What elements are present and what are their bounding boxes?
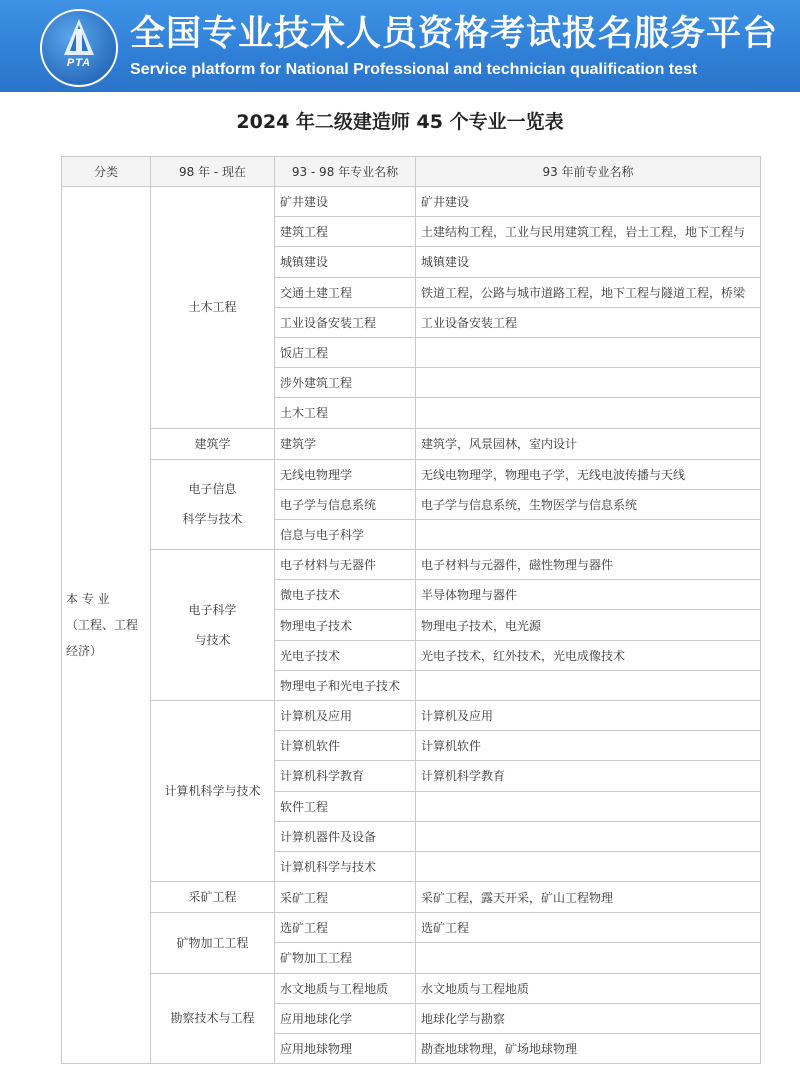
group-major-cell [151, 187, 275, 429]
page-title: 2024 年二级建造师 45 个专业一览表 [236, 111, 564, 133]
major-pre-93-cell: 土建结构工程，工业与民用建筑工程，岩土工程，地下工程与 [416, 217, 761, 247]
major-pre-93-cell [416, 943, 761, 973]
major-pre-93-cell: 半导体物理与器件 [416, 580, 761, 610]
major-93-98-cell: 无线电物理学 [275, 459, 416, 489]
major-93-98-cell: 矿井建设 [275, 187, 416, 217]
major-pre-93-cell: 电子学与信息系统，生物医学与信息系统 [416, 489, 761, 519]
major-93-98-cell: 信息与电子科学 [275, 519, 416, 549]
group-major-cell [151, 701, 275, 882]
major-pre-93-cell: 光电子技术，红外技术，光电成像技术 [416, 640, 761, 670]
category-cell [62, 187, 151, 1064]
major-93-98-cell: 应用地球化学 [275, 1003, 416, 1033]
major-93-98-cell: 计算机科学与技术 [275, 851, 416, 881]
table-header-row [62, 157, 761, 187]
major-pre-93-cell [416, 368, 761, 398]
table-row [62, 882, 761, 913]
major-93-98-cell: 涉外建筑工程 [275, 368, 416, 398]
major-93-98-cell: 物理电子和光电子技术 [275, 670, 416, 700]
group-major-label: 土木工程 [188, 300, 237, 315]
header-major-93-98: 93 - 98 年专业名称 [275, 157, 416, 187]
major-pre-93-cell [416, 851, 761, 881]
logo-text: PTA [66, 57, 92, 69]
majors-table-body [62, 157, 761, 1064]
majors-table [61, 156, 761, 1064]
category-label-line3: 经济） [66, 644, 103, 659]
group-major-label: 矿物加工工程 [176, 935, 249, 950]
major-93-98-cell: 工业设备安装工程 [275, 307, 416, 337]
major-pre-93-cell: 铁道工程，公路与城市道路工程，地下工程与隧道工程，桥梁 [416, 277, 761, 307]
major-pre-93-cell: 城镇建设 [416, 247, 761, 277]
major-93-98-cell: 建筑工程 [275, 217, 416, 247]
major-93-98-cell: 物理电子技术 [275, 610, 416, 640]
major-pre-93-cell: 计算机软件 [416, 731, 761, 761]
header-current-major: 98 年 - 现在 [151, 157, 275, 187]
table-row [62, 701, 761, 731]
major-pre-93-cell: 无线电物理学，物理电子学，无线电波传播与天线 [416, 459, 761, 489]
major-pre-93-cell: 计算机科学教育 [416, 761, 761, 791]
major-pre-93-cell: 物理电子技术，电光源 [416, 610, 761, 640]
major-93-98-cell: 土木工程 [275, 398, 416, 428]
table-row [62, 913, 761, 943]
header-major-pre-93: 93 年前专业名称 [416, 157, 761, 187]
group-major-label: 电子信息 [188, 482, 237, 497]
major-pre-93-cell [416, 519, 761, 549]
major-pre-93-cell: 采矿工程，露天开采，矿山工程物理 [416, 882, 761, 913]
group-major-label: 勘察技术与工程 [170, 1011, 255, 1026]
major-pre-93-cell: 地球化学与勘察 [416, 1003, 761, 1033]
header-banner [0, 0, 800, 92]
major-93-98-cell: 建筑学 [275, 428, 416, 459]
major-pre-93-cell: 建筑学，风景园林，室内设计 [416, 428, 761, 459]
group-major-label: 电子科学 [188, 603, 237, 618]
table-row [62, 428, 761, 459]
major-pre-93-cell [416, 821, 761, 851]
table-row [62, 550, 761, 580]
group-major-label: 计算机科学与技术 [164, 784, 261, 799]
table-row [62, 187, 761, 217]
major-93-98-cell: 电子材料与无器件 [275, 550, 416, 580]
banner-title-en: Service platform for National Professional and technician qualification test [130, 61, 698, 78]
major-93-98-cell: 交通土建工程 [275, 277, 416, 307]
pta-logo-emblem-icon [42, 11, 116, 85]
major-pre-93-cell: 选矿工程 [416, 913, 761, 943]
major-93-98-cell: 计算机及应用 [275, 701, 416, 731]
major-93-98-cell: 水文地质与工程地质 [275, 973, 416, 1003]
major-93-98-cell: 软件工程 [275, 791, 416, 821]
major-pre-93-cell: 工业设备安装工程 [416, 307, 761, 337]
group-major-cell [151, 428, 275, 459]
major-93-98-cell: 选矿工程 [275, 913, 416, 943]
group-major-cell [151, 913, 275, 973]
group-major-cell [151, 550, 275, 701]
group-major-cell [151, 459, 275, 550]
banner-title-cn: 全国专业技术人员资格考试报名服务平台 [130, 14, 779, 54]
major-93-98-cell: 矿物加工工程 [275, 943, 416, 973]
major-pre-93-cell [416, 670, 761, 700]
group-major-label: 与技术 [194, 633, 231, 648]
group-major-label: 建筑学 [194, 436, 231, 451]
group-major-cell [151, 973, 275, 1064]
pta-logo [40, 9, 118, 87]
major-pre-93-cell: 勘查地球物理，矿场地球物理 [416, 1033, 761, 1063]
category-label-line2: （工程、工程 [66, 618, 139, 633]
major-93-98-cell: 计算机科学教育 [275, 761, 416, 791]
major-93-98-cell: 电子学与信息系统 [275, 489, 416, 519]
group-major-cell [151, 882, 275, 913]
major-pre-93-cell [416, 791, 761, 821]
major-93-98-cell: 城镇建设 [275, 247, 416, 277]
major-93-98-cell: 饭店工程 [275, 337, 416, 367]
major-93-98-cell: 计算机软件 [275, 731, 416, 761]
major-pre-93-cell: 计算机及应用 [416, 701, 761, 731]
major-93-98-cell: 采矿工程 [275, 882, 416, 913]
group-major-label: 科学与技术 [182, 512, 243, 527]
major-pre-93-cell: 矿井建设 [416, 187, 761, 217]
major-pre-93-cell: 电子材料与元器件，磁性物理与器件 [416, 550, 761, 580]
major-pre-93-cell: 水文地质与工程地质 [416, 973, 761, 1003]
major-93-98-cell: 光电子技术 [275, 640, 416, 670]
group-major-label: 采矿工程 [188, 890, 237, 905]
table-row [62, 973, 761, 1003]
major-93-98-cell: 计算机器件及设备 [275, 821, 416, 851]
major-pre-93-cell [416, 337, 761, 367]
major-93-98-cell: 应用地球物理 [275, 1033, 416, 1063]
header-category: 分类 [62, 157, 151, 187]
category-label-line1: 本 专 业 [66, 592, 110, 607]
major-93-98-cell: 微电子技术 [275, 580, 416, 610]
major-pre-93-cell [416, 398, 761, 428]
table-row [62, 459, 761, 489]
